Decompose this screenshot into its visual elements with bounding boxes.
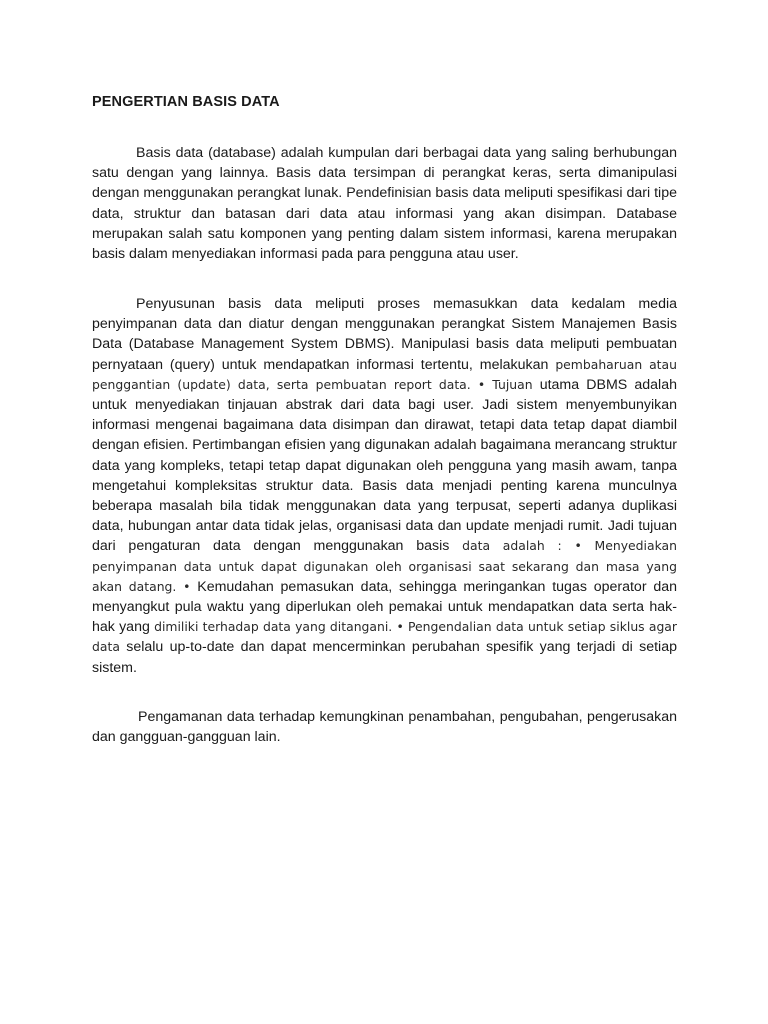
paragraph-2-segment: data adalah : • Menyediakan penyimpanan data untuk dapat digunakan oleh organisasi saat sekarang dan masa yang akan datang. • [92, 538, 677, 594]
paragraph-2-segment: Penyusunan basis data meliputi proses memasukkan data kedalam media penyimpanan data dan diatur dengan menggunakan perangkat Sistem Manajemen Basis Data (Database Management System DBMS). Manipulasi basis data meliputi pembuatan pernyataan (query) untuk mendapatkan informasi tertentu, melakukan [92, 296, 677, 373]
paragraph-1: Basis data (database) adalah kumpulan dari berbagai data yang saling berhubungan satu dengan yang lainnya. Basis data tersimpan di perangkat keras, serta dimanipulasi dengan menggunakan perangkat lunak. Pendefinisian basis data meliputi spesifikasi dari tipe data, struktur dan batasan dari data atau informasi yang akan disimpan. Database merupakan salah satu komponen yang penting dalam sistem informasi, karena merupakan basis dalam menyediakan informasi pada para pengguna atau user. [92, 145, 677, 263]
paragraph-3: Pengamanan data terhadap kemungkinan penambahan, pengubahan, pengerusakan dan gangguan-gangguan lain. [92, 709, 677, 746]
paragraph-2-segment: Kemudahan pemasukan data, sehingga meringankan tugas operator dan menyangkut pula waktu yang diperlukan oleh pemakai untuk mendapatkan data serta hak-hak yang [92, 578, 677, 636]
paragraph-2-segment: pembaharuan atau penggantian (update) data, serta pembuatan report data. • Tujuan [92, 356, 677, 392]
paragraph-2-segment: selalu up-to-date dan dapat mencerminkan perubahan spesifik yang terjadi di setiap sistem. [92, 639, 677, 676]
paragraph-2-segment: dimiliki terhadap data yang ditangani. • Pengendalian data untuk setiap siklus agar data [92, 619, 677, 655]
document-title: PENGERTIAN BASIS DATA [92, 94, 280, 110]
paragraph-2-segment: utama DBMS adalah untuk menyediakan tinjauan abstrak dari data bagi user. Jadi sistem menyembunyikan informasi mengenai bagaimana data disimpan dan dirawat, tetapi data tetap dapat diambil dengan efisien. Pertimbangan efisien yang digunakan adalah bagaimana merancang struktur data yang kompleks, tetapi tetap dapat digunakan oleh pengguna yang masih awam, tanpa mengetahui kompleksitas struktur data. Basis data menjadi penting karena munculnya beberapa masalah bila tidak menggunakan data yang terpusat, seperti adanya duplikasi data, hubungan antar data tidak jelas, organisasi data dan update menjadi rumit. Jadi tujuan dari pengaturan data dengan menggunakan basis [92, 376, 677, 555]
paragraph-2 [92, 294, 677, 678]
